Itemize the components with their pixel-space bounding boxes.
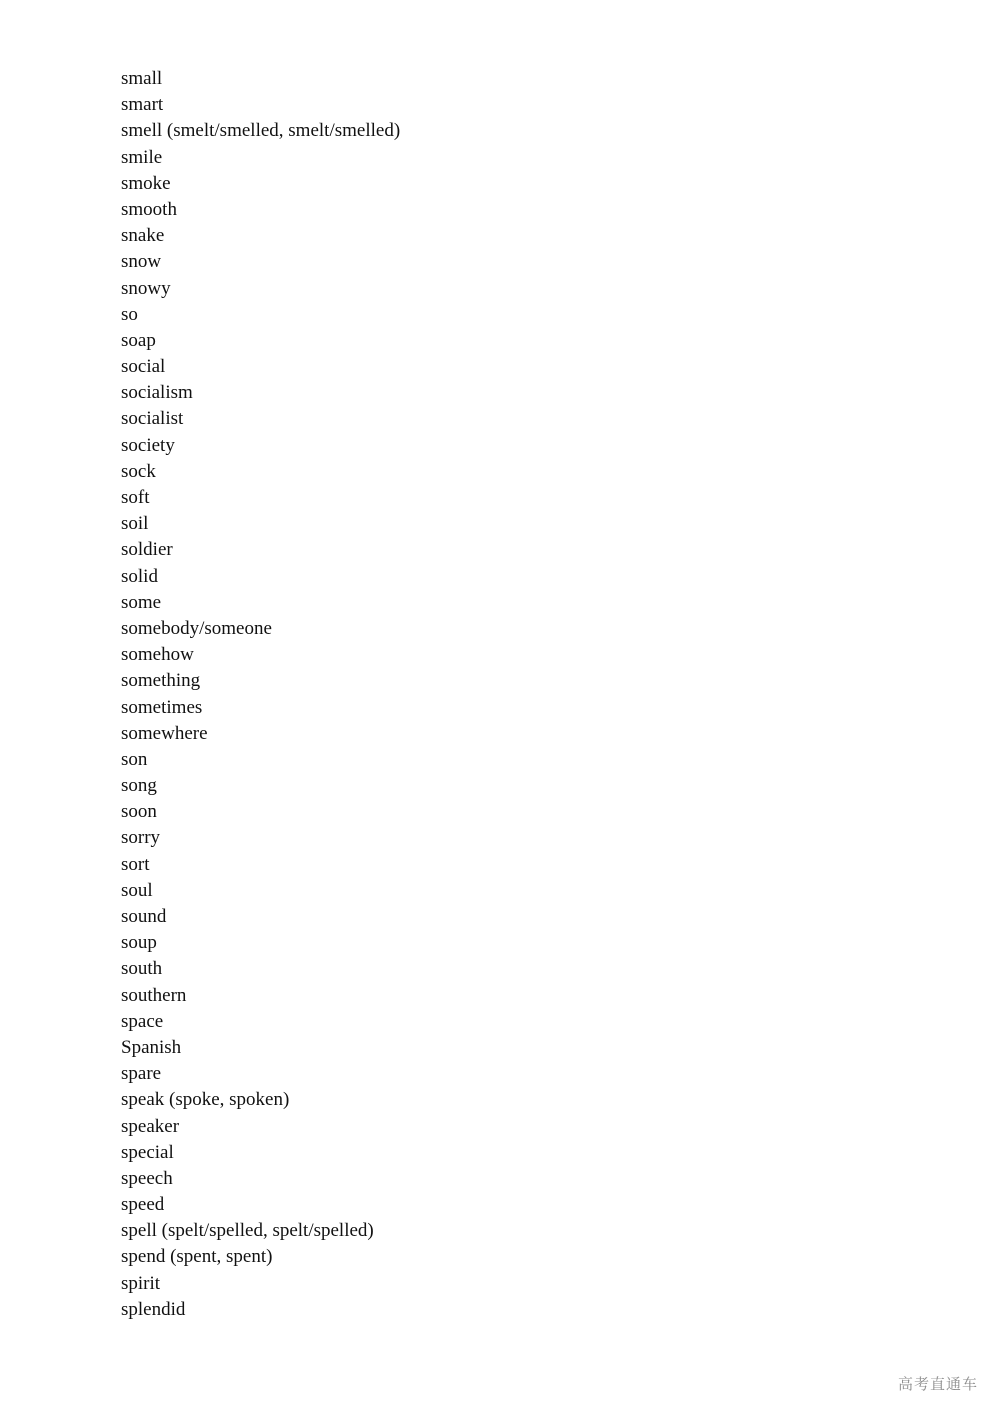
vocabulary-item: Spanish	[121, 1036, 182, 1058]
vocabulary-item: smart	[121, 94, 164, 116]
vocabulary-item: soul	[121, 879, 153, 901]
vocabulary-item: snake	[121, 225, 165, 247]
vocabulary-item: socialism	[121, 382, 193, 404]
vocabulary-item: some	[121, 591, 162, 613]
vocabulary-item: song	[121, 775, 157, 797]
vocabulary-item: somebody/someone	[121, 617, 272, 639]
vocabulary-item: socialist	[121, 408, 184, 430]
vocabulary-item: social	[121, 356, 166, 378]
vocabulary-item: speech	[121, 1167, 173, 1189]
vocabulary-item: smell (smelt/smelled, smelt/smelled)	[121, 120, 401, 142]
vocabulary-item: splendid	[121, 1298, 186, 1320]
vocabulary-item: speak (spoke, spoken)	[121, 1089, 290, 1111]
vocabulary-item: special	[121, 1141, 174, 1163]
vocabulary-item: so	[121, 303, 138, 325]
vocabulary-item: soldier	[121, 539, 173, 561]
vocabulary-item: spirit	[121, 1272, 161, 1294]
vocabulary-item: smoke	[121, 172, 171, 194]
watermark-text: 高考直通车	[897, 1375, 978, 1393]
vocabulary-item: space	[121, 1010, 164, 1032]
vocabulary-item: spare	[121, 1063, 162, 1085]
vocabulary-item: sound	[121, 906, 167, 927]
vocabulary-item: speed	[121, 1194, 165, 1216]
vocabulary-item: snowy	[121, 277, 171, 299]
vocabulary-item: spell (spelt/spelled, spelt/spelled)	[121, 1220, 374, 1242]
vocabulary-item: somewhere	[121, 722, 208, 744]
vocabulary-item: soil	[121, 513, 149, 535]
vocabulary-item: snow	[121, 251, 162, 273]
vocabulary-item: small	[121, 68, 163, 89]
vocabulary-item: southern	[121, 984, 187, 1006]
vocabulary-item: south	[121, 958, 163, 980]
vocabulary-item: somehow	[121, 644, 194, 666]
vocabulary-item: smile	[121, 146, 163, 168]
vocabulary-item: something	[121, 670, 201, 692]
vocabulary-item: soup	[121, 932, 157, 954]
vocabulary-item: smooth	[121, 198, 177, 220]
vocabulary-item: solid	[121, 565, 158, 587]
vocabulary-item: soap	[121, 329, 156, 351]
vocabulary-item: speaker	[121, 1115, 180, 1137]
vocabulary-item: soon	[121, 801, 157, 823]
vocabulary-item: sort	[121, 853, 150, 875]
vocabulary-item: sorry	[121, 827, 161, 849]
vocabulary-item: soft	[121, 487, 150, 508]
vocabulary-item: spend (spent, spent)	[121, 1246, 273, 1268]
vocabulary-item: sock	[121, 460, 156, 482]
vocabulary-item: society	[121, 434, 175, 456]
vocabulary-item: sometimes	[121, 696, 203, 718]
vocabulary-list	[121, 66, 400, 1323]
vocabulary-item: son	[121, 748, 148, 770]
